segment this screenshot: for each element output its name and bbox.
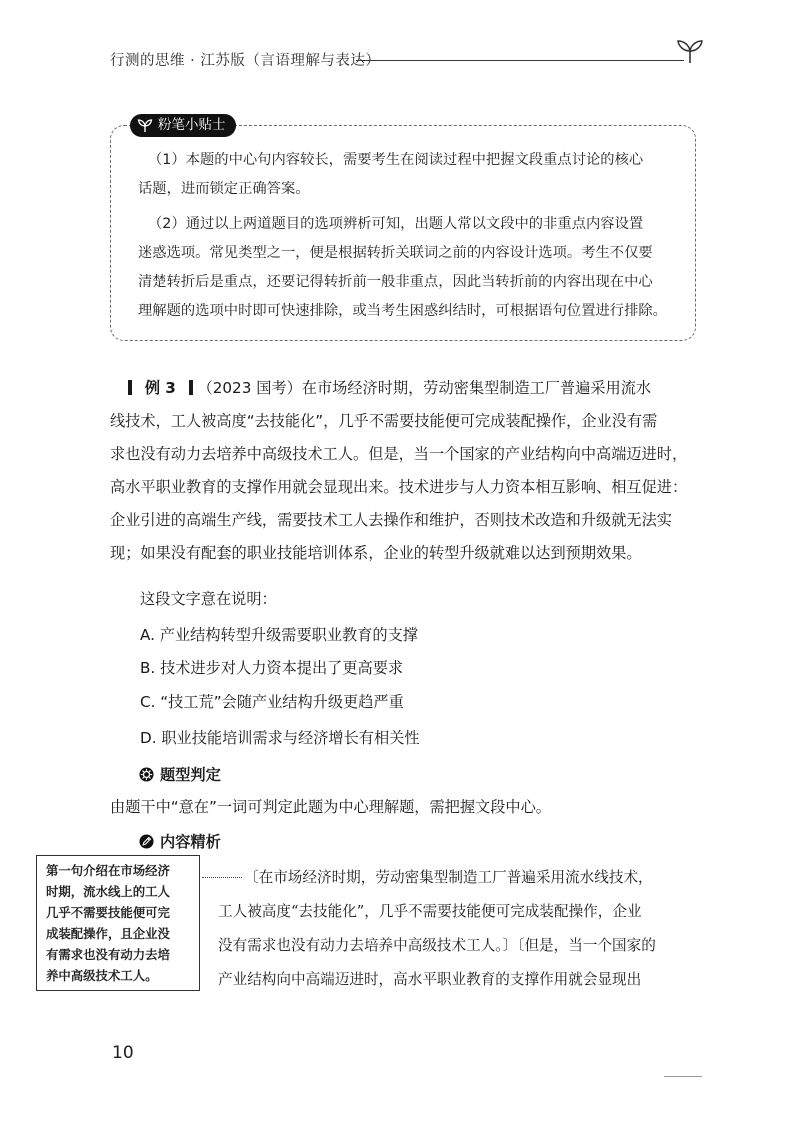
tip-badge-label: 粉笔小贴士 <box>158 117 226 133</box>
option-a: A. 产业结构转型升级需要职业教育的支撑 <box>140 626 418 644</box>
tip-line: 话题，进而锁定正确答案。 <box>138 181 310 197</box>
question-stem: 这段文字意在说明： <box>140 590 277 608</box>
margin-note-line: 时期，流水线上的工人 <box>46 884 170 899</box>
tip-sprout-icon <box>137 118 153 133</box>
analysis-line: 工人被高度“去技能化”，几乎不需要技能便可完成装配操作，企业 <box>218 903 642 920</box>
page-number: 10 <box>112 1043 134 1063</box>
tip-line: （2）通过以上两道题目的选项辨析可知，出题人常以文段中的非重点内容设置 <box>148 216 644 232</box>
margin-note-line: 有需求也没有动力去培 <box>46 947 170 962</box>
tip-line: 理解题的选项中时即可快速排除，或当考生困惑纠结时，可根据语句位置进行排除。 <box>138 303 667 319</box>
margin-note-line: 成装配操作，且企业没 <box>46 926 170 941</box>
footer-rule <box>664 1076 702 1077</box>
analysis-line: 产业结构向中高端迈进时，高水平职业教育的支撑作用就会显现出 <box>218 971 642 988</box>
analysis-line: 没有需求也没有动力去培养中高级技术工人。〕〔但是，当一个国家的 <box>218 937 656 954</box>
analysis-section-title: 内容精析 <box>160 833 221 851</box>
example-line: 线技术，工人被高度“去技能化”，几乎不需要技能便可完成装配操作，企业没有需 <box>110 412 658 430</box>
example-line: （2023 国考）在市场经济时期，劳动密集型制造工厂普遍采用流水 <box>197 379 652 397</box>
example-bar-right <box>189 380 193 395</box>
example-first-line <box>128 372 651 405</box>
margin-note-line: 养中高级技术工人。 <box>46 968 158 983</box>
option-d: D. 职业技能培训需求与经济增长有相关性 <box>140 729 420 747</box>
example-line: 企业引进的高端生产线，需要技术工人去操作和维护，否则技术改造和升级就无法实 <box>110 511 672 529</box>
example-line: 高水平职业教育的支撑作用就会显现出来。技术进步与人力资本相互影响、相互促进： <box>110 478 688 496</box>
option-c: C. “技工荒”会随产业结构升级更趋严重 <box>140 693 404 711</box>
analysis-line: 〔在市场经济时期，劳动密集型制造工厂普遍采用流水线技术， <box>244 869 653 886</box>
gear-icon <box>139 767 154 782</box>
type-section-text: 由题干中“意在”一词可判定此题为中心理解题，需把握文段中心。 <box>110 798 551 816</box>
example-bar-left <box>128 380 132 395</box>
sprout-icon <box>674 38 706 64</box>
example-line: 现；如果没有配套的职业技能培训体系，企业的转型升级就难以达到预期效果。 <box>110 544 642 562</box>
tip-line: 清楚转折后是重点，还要记得转折前一般非重点，因此当转折前的内容出现在中心 <box>138 274 653 290</box>
tip-badge <box>130 114 236 137</box>
option-b: B. 技术进步对人力资本提出了更高要求 <box>140 659 404 677</box>
margin-note-line: 第一句介绍在市场经济 <box>46 863 170 878</box>
header-rule <box>356 60 684 61</box>
note-leader-line <box>202 877 242 878</box>
tip-line: （1）本题的中心句内容较长，需要考生在阅读过程中把握文段重点讨论的核心 <box>148 152 644 168</box>
example-label: 例 3 <box>144 379 176 397</box>
pencil-icon <box>139 834 154 849</box>
type-section-title: 题型判定 <box>160 766 221 784</box>
header-title: 行测的思维 · 江苏版（言语理解与表达） <box>110 53 381 69</box>
margin-note-line: 几乎不需要技能便可完 <box>46 905 170 920</box>
tip-line: 迷惑选项。常见类型之一，便是根据转折关联词之前的内容设计选项。考生不仅要 <box>138 245 653 261</box>
example-line: 求也没有动力去培养中高级技术工人。但是，当一个国家的产业结构向中高端迈进时， <box>110 445 688 463</box>
